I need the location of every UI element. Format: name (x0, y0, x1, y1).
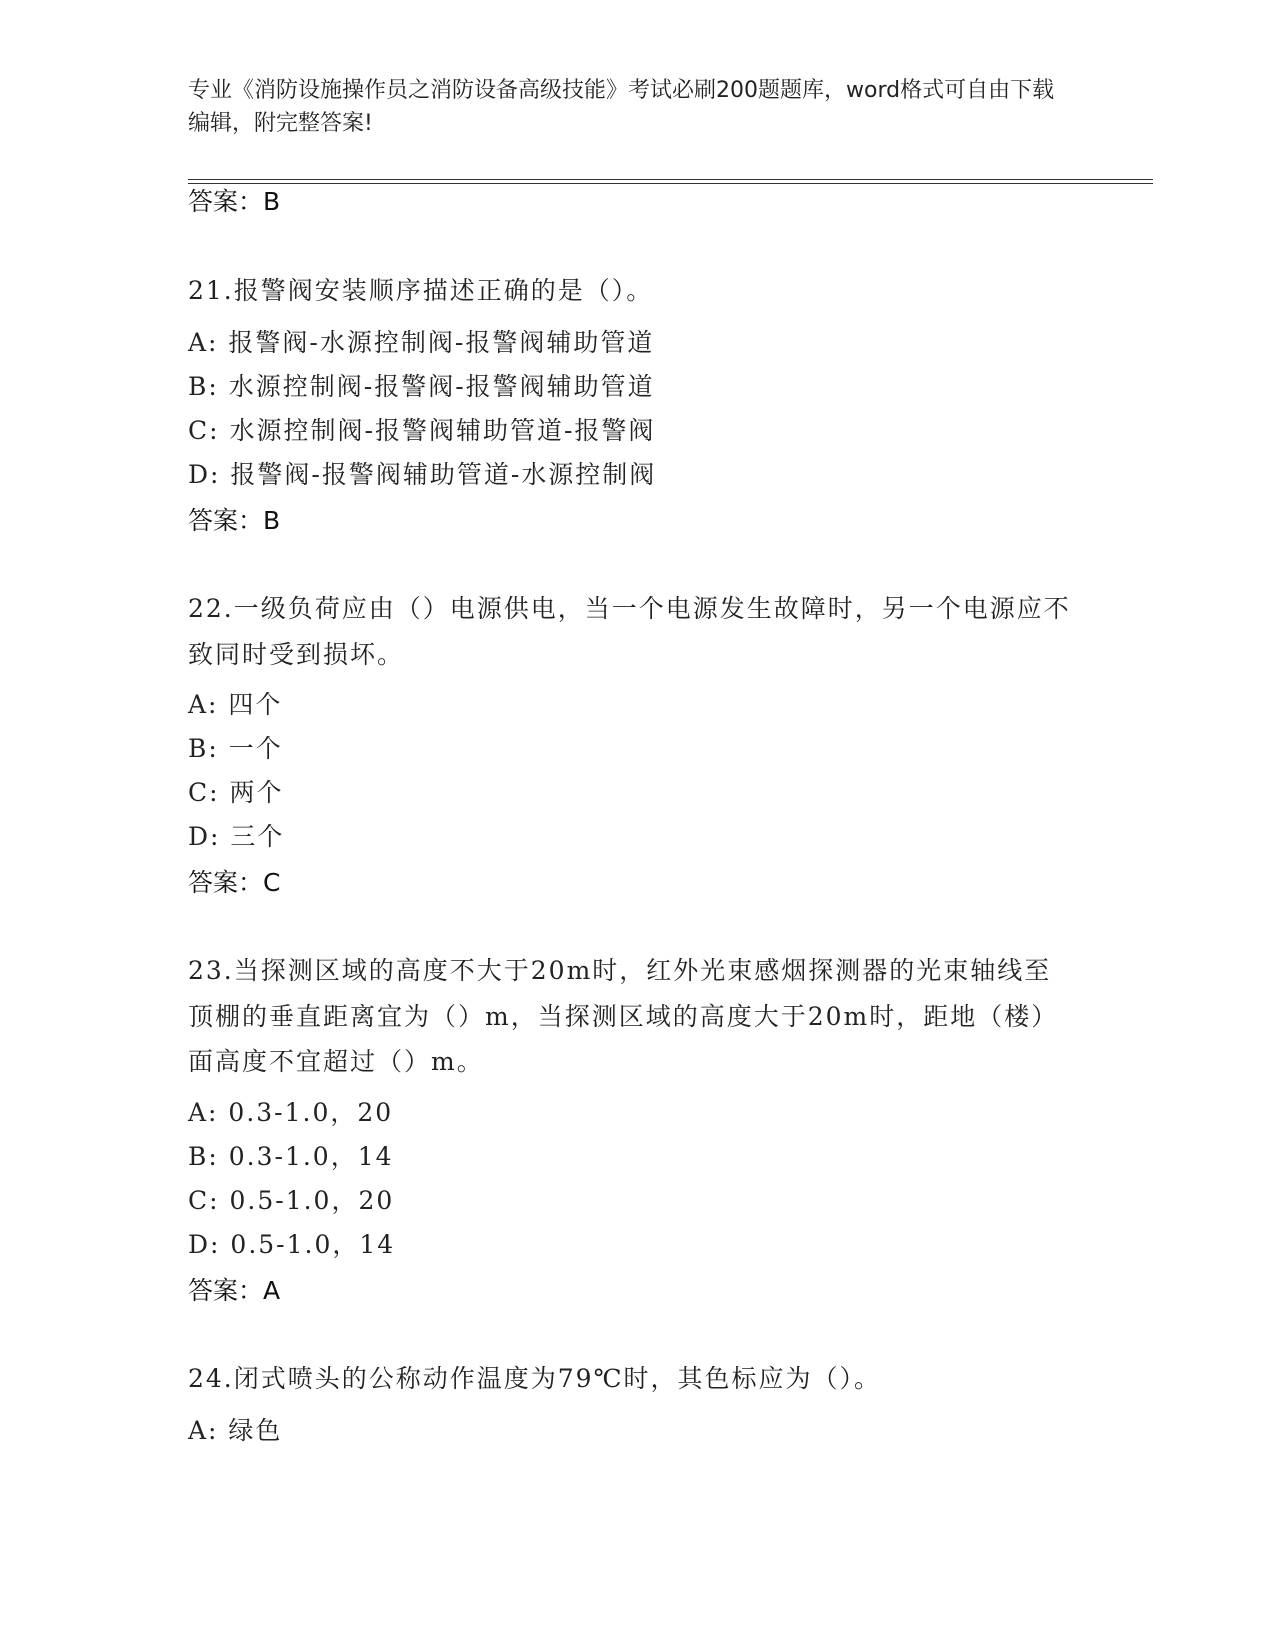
question-23-option-d: D: 0.5-1.0，14 (188, 1230, 396, 1259)
question-22-answer: 答案：C (188, 868, 281, 897)
question-24-stem: 24.闭式喷头的公称动作温度为79℃时，其色标应为（）。 (188, 1364, 882, 1393)
question-21-answer: 答案：B (188, 506, 281, 535)
question-22-option-c: C: 两个 (188, 778, 284, 807)
question-23-option-b: B: 0.3-1.0，14 (188, 1142, 394, 1171)
question-23-option-c: C: 0.5-1.0，20 (188, 1186, 395, 1215)
question-23-answer: 答案：A (188, 1276, 281, 1305)
question-22-option-b: B: 一个 (188, 734, 283, 763)
question-24-option-a: A: 绿色 (188, 1416, 283, 1445)
question-22-option-a: A: 四个 (188, 690, 283, 719)
question-21-option-d: D: 报警阀-报警阀辅助管道-水源控制阀 (188, 460, 657, 489)
question-21-option-c: C: 水源控制阀-报警阀辅助管道-报警阀 (188, 416, 656, 445)
question-23-option-a: A: 0.3-1.0，20 (188, 1098, 394, 1127)
question-23-stem: 23.当探测区域的高度不大于20m时，红外光束感烟探测器的光束轴线至顶棚的垂直距离宜为（）m，当探测区域的高度大于20m时，距地（楼）面高度不宜超过（）m。 (188, 956, 1059, 1076)
question-22-stem: 22.一级负荷应由（）电源供电，当一个电源发生故障时，另一个电源应不致同时受到损坏。 (188, 594, 1071, 669)
header-rule-bottom (188, 183, 1153, 184)
question-21-option-b: B: 水源控制阀-报警阀-报警阀辅助管道 (188, 372, 655, 401)
page-header: 专业《消防设施操作员之消防设备高级技能》考试必刷200题题库，word格式可自由下载编辑，附完整答案! (188, 78, 1055, 136)
question-21-stem: 21.报警阀安装顺序描述正确的是（）。 (188, 276, 654, 305)
header-rule-top (188, 179, 1153, 180)
question-22-option-d: D: 三个 (188, 822, 285, 851)
answer-previous: 答案：B (188, 187, 281, 216)
question-21-option-a: A: 报警阀-水源控制阀-报警阀辅助管道 (188, 328, 655, 357)
